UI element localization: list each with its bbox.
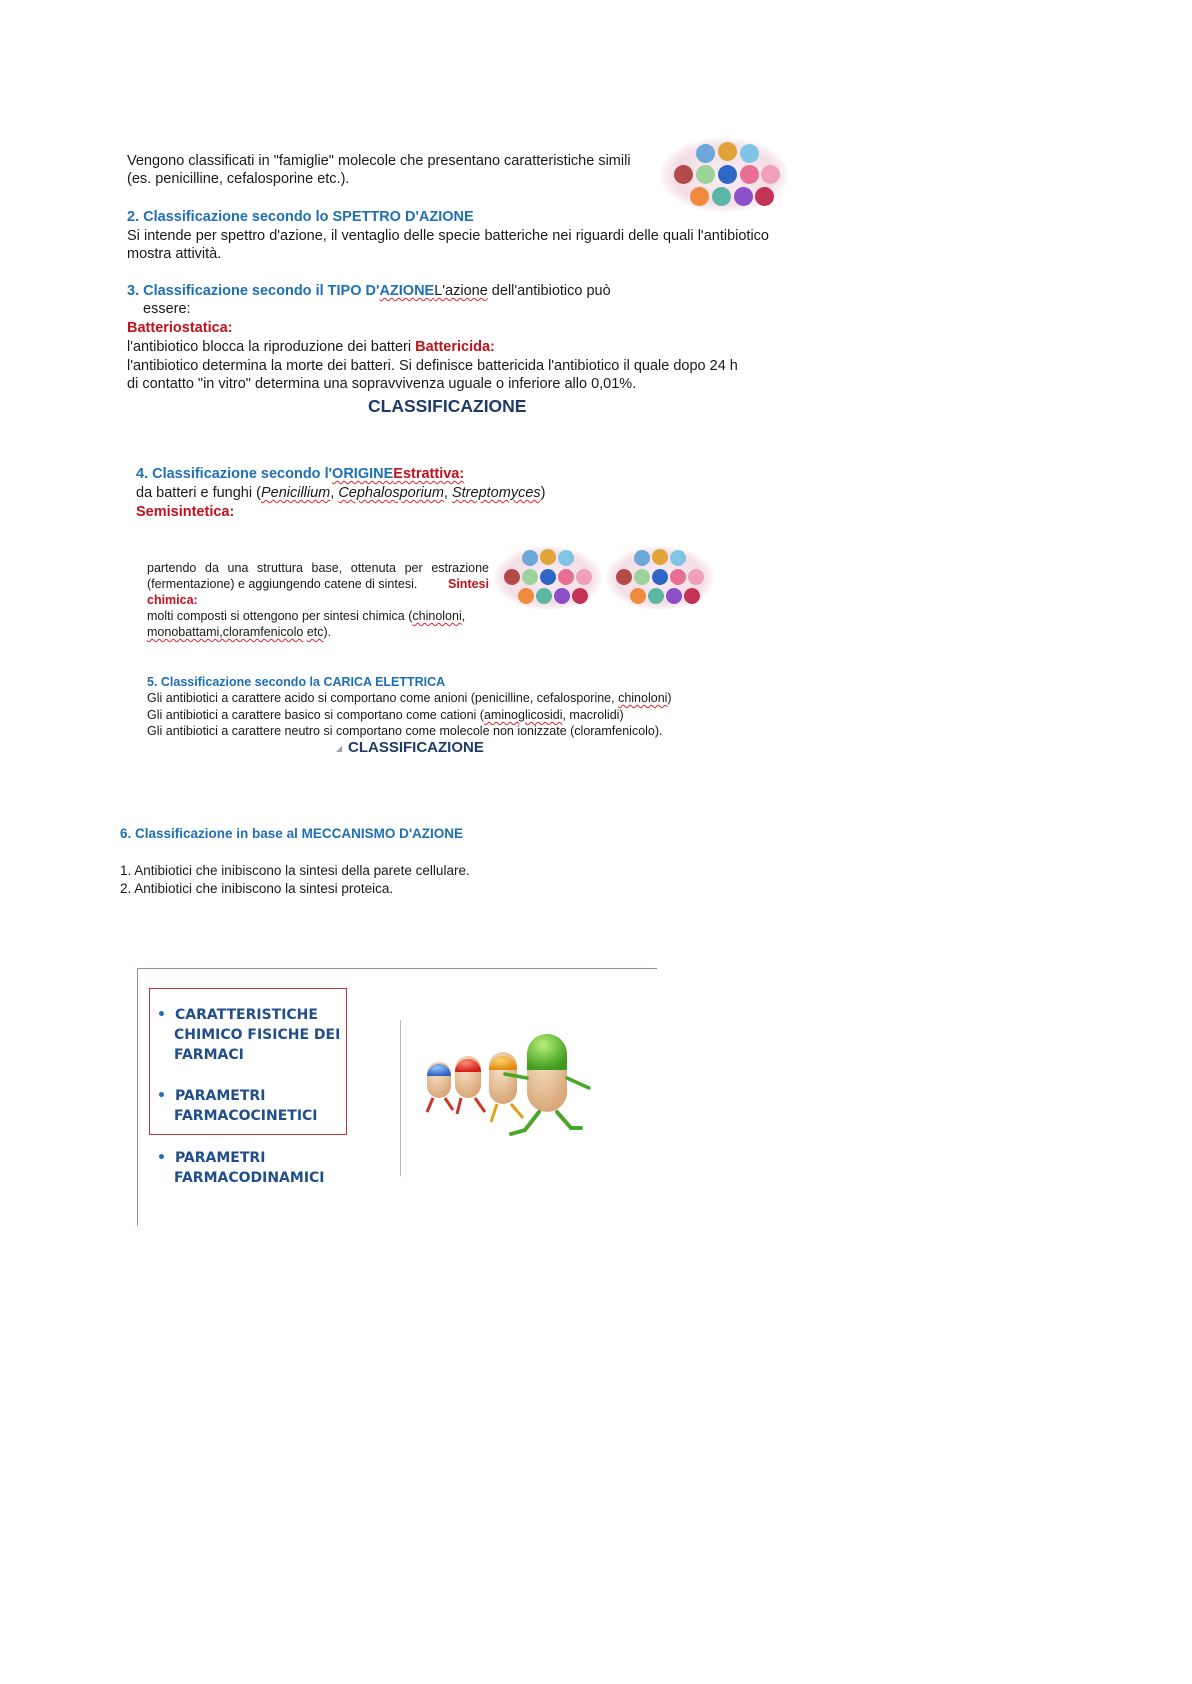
para-line-2 (147, 576, 489, 592)
section-5-line-3: Gli antibiotici a carattere neutro si comportano come molecole non ionizzate (cloramfenicolo). (147, 724, 663, 738)
para-line-1: partendo da una struttura base, ottenuta per estrazione (147, 561, 489, 575)
section-4-heading (136, 465, 464, 483)
section-2-heading: 2. Classificazione secondo lo SPETTRO D'AZIONE (127, 209, 474, 225)
section-3-line-2: essere: (143, 301, 191, 317)
estrattiva-label: Estrattiva: (393, 466, 465, 482)
section-5-heading: 5. Classificazione secondo la CARICA ELETTRICA (147, 675, 446, 689)
list-item: 2. Antibiotici che inibiscono la sintesi proteica. (120, 881, 394, 896)
batteriostatica-label: Batteriostatica: (127, 320, 233, 336)
para-line-2-text: (fermentazione) e aggiungendo catene di sintesi. (147, 577, 418, 591)
chinoloni-word-2: chinoloni (618, 691, 668, 705)
genus-sep-1: , (330, 485, 339, 501)
bullet-dot: • (157, 1150, 166, 1166)
batteriostatica-text (127, 338, 495, 356)
section-5-line-2-pre: Gli antibiotici a carattere basico si comportano come cationi ( (147, 708, 484, 722)
classificazione-title-1: CLASSIFICAZIONE (368, 396, 527, 416)
classificazione-title-2: CLASSIFICAZIONE (348, 739, 484, 756)
monobattami-word: monobattami,cloramfenicolo (147, 625, 304, 639)
section-2-text: Si intende per spettro d'azione, il ventaglio delle specie batteriche nei riguardi delle quali l'antibiotico mostra attività. (127, 228, 769, 262)
title-2-marker: ◢ (336, 744, 343, 753)
section-5-line-1 (147, 690, 672, 706)
pills-image (660, 138, 788, 212)
section-5-line-2 (147, 707, 624, 723)
bullet-2-line-2: FARMACOCINETICI (174, 1108, 318, 1124)
section-4-heading-pre: 4. Classificazione secondo l' (136, 466, 333, 482)
slide-bullet-2 (157, 1086, 318, 1126)
genus-sep-2: , (443, 485, 452, 501)
para-line-3-pre: molti composti si ottengono per sintesi chimica ( (147, 609, 413, 623)
slide-bullet-1 (157, 1005, 340, 1065)
pills-image-3 (606, 546, 714, 610)
slide-bullet-3 (157, 1148, 325, 1188)
section-5-line-2-post: , macrolidi) (562, 708, 624, 722)
para-line-4-post: ). (323, 625, 332, 639)
running-pills-illustration (415, 1030, 630, 1150)
estrattiva-pre: da batteri e funghi ( (136, 485, 261, 501)
section-6-heading: 6. Classificazione in base al MECCANISMO D'AZIONE (120, 826, 464, 841)
estrattiva-post: ) (540, 485, 546, 501)
section-3-tail-rest: dell'antibiotico può (487, 283, 611, 299)
aminoglicosidi-word: aminoglicosidi (483, 708, 563, 722)
bullet-dot: • (157, 1007, 166, 1023)
section-6-list (120, 862, 470, 898)
section-3-heading-pre: 3. Classificazione secondo il TIPO D' (127, 283, 380, 299)
chinoloni-word: chinoloni (412, 609, 462, 623)
sintesi-label: Sintesi (448, 577, 489, 591)
slide-divider (400, 1020, 401, 1176)
intro-line-1: Vengono classificati in "famiglie" molecole che presentano caratteristiche simili (127, 153, 631, 169)
para-line-3 (147, 608, 489, 624)
semisintetica-label: Semisintetica: (136, 504, 235, 520)
section-3-heading-azione: AZIONE (379, 283, 435, 299)
semisintetica-paragraph (147, 560, 489, 640)
pills-image-2 (494, 546, 602, 610)
estrattiva-text (136, 484, 545, 502)
orange-pill (489, 1052, 523, 1122)
slide-left-rule (137, 968, 138, 1226)
intro-line-2: (es. penicilline, cefalosporine etc.). (127, 171, 350, 187)
genus-streptomyces: Streptomyces (451, 485, 541, 501)
slide-top-rule (137, 968, 657, 969)
bullet-dot: • (157, 1088, 166, 1104)
blue-pill (427, 1062, 453, 1112)
battericida-line-b: di contatto "in vitro" determina una sopravvivenza uguale o inferiore allo 0,01%. (127, 376, 637, 392)
chimica-label: chimica: (147, 593, 198, 607)
etc-word: etc (306, 625, 324, 639)
bullet-1-line-3: FARMACI (174, 1047, 244, 1063)
battericida-label: Battericida: (415, 339, 495, 355)
bullet-1-line-1: CARATTERISTICHE (174, 1007, 318, 1023)
bullet-3-line-1: PARAMETRI (174, 1150, 266, 1166)
red-pill (455, 1056, 485, 1114)
green-pill (505, 1034, 589, 1134)
bullet-1-line-2: CHIMICO FISICHE DEI (174, 1027, 341, 1043)
para-line-4 (147, 624, 489, 640)
section-5-line-1-post: ) (667, 691, 672, 705)
para-line-3-post: , (461, 609, 466, 623)
batteriostatica-desc: l'antibiotico blocca la riproduzione dei batteri (127, 339, 416, 355)
battericida-line-a: l'antibiotico determina la morte dei batteri. Si definisce battericida l'antibiotico il quale dopo 24 h (127, 358, 738, 374)
section-3-tail-azione: L'azione (434, 283, 488, 299)
list-item: 1. Antibiotici che inibiscono la sintesi della parete cellulare. (120, 863, 470, 878)
genus-penicillium: Penicillium (260, 485, 331, 501)
section-4-heading-origine: ORIGINE (332, 466, 394, 482)
section-3-heading (127, 282, 611, 300)
section-5-line-1-pre: Gli antibiotici a carattere acido si comportano come anioni (penicilline, cefalosporine, (147, 691, 619, 705)
genus-cephalosporium: Cephalosporium (338, 485, 444, 501)
bullet-2-line-1: PARAMETRI (174, 1088, 266, 1104)
bullet-3-line-2: FARMACODINAMICI (174, 1170, 325, 1186)
